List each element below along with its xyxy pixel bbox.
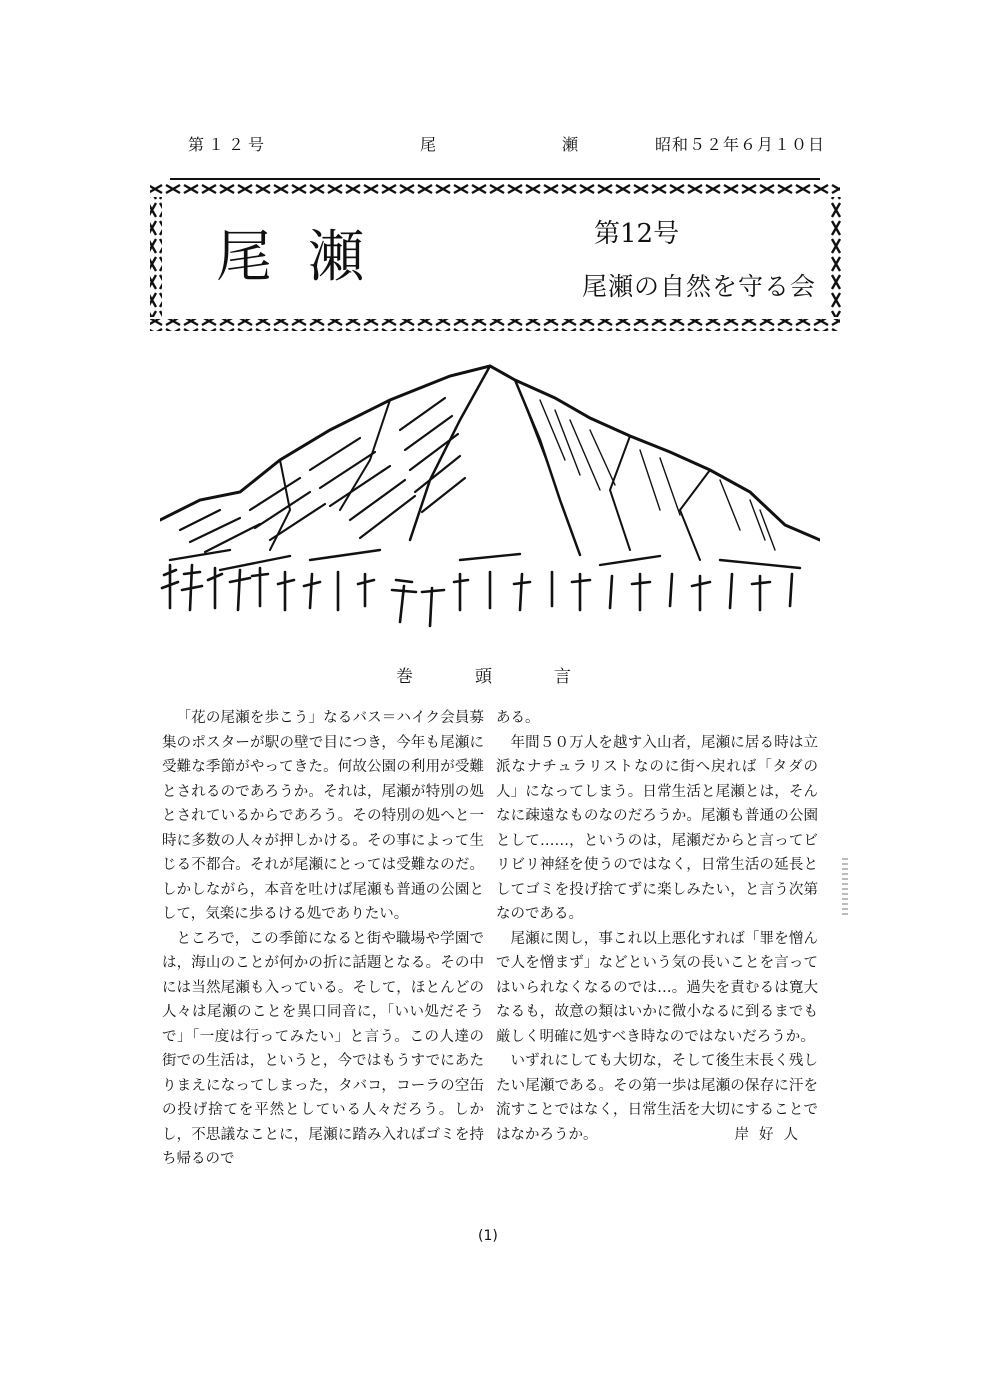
- masthead-issue: 第12号: [594, 219, 680, 249]
- paragraph-3: 年間５０万人を越す入山者，尾瀬に居る時は立派なナチュラリストなのに街へ戻れば「タダの人」になってしまう。日常生活と尾瀬とは，そんなに疎遠なものなのだろうか。尾瀬も普通の公園として……，というのは，尾瀬だからと言ってビリビリ神経を使うのではなく，日常生活の延長としてゴミを投げ捨てずに楽しみたい，と言う次第なのである。: [496, 734, 818, 922]
- paragraph-continuation: ある。: [496, 710, 540, 726]
- margin-mark: [842, 858, 848, 918]
- header-rule: [170, 178, 820, 180]
- running-title-char-1: 尾: [420, 135, 437, 154]
- running-title: [420, 132, 578, 155]
- paragraph-2: ところで，この季節になると街や職場や学園では，海山のことが何かの折に話題となる。その中には当然尾瀬も入っている。そして，ほとんどの人々は尾瀬のことを異口同音に，「いい処だそうで」「一度は行ってみたい」と言う。この人達の街での生活は，というと，今ではもうすでにあたりまえになってしまった，タバコ，コーラの空缶の投げ捨てを平然としている人々だろう。しかし，不思議なことに，尾瀬に踏み入ればゴミを持ち帰るので: [162, 930, 484, 1167]
- masthead-organization: 尾瀬の自然を守る会: [582, 272, 817, 301]
- page-number: (1): [478, 1228, 498, 1244]
- running-date: 昭和５２年６月１０日: [655, 135, 826, 154]
- paragraph-5: いずれにしても大切な，そして後生末長く残したい尾瀬である。その第一歩は尾瀬の保存に汗を流すことではなく，日常生活を大切にすることではなかろうか。: [496, 1053, 818, 1143]
- left-column: [162, 706, 484, 1172]
- author-name: 岸好人: [734, 1126, 808, 1143]
- section-heading: 巻頭言: [396, 667, 633, 687]
- mountain-illustration: [160, 360, 820, 630]
- right-column: [496, 706, 818, 1147]
- running-title-char-2: 瀬: [562, 135, 579, 154]
- running-issue-number: 第１２号: [188, 135, 269, 154]
- paragraph-4: 尾瀬に関し，事これ以上悪化すれば「罪を憎んで人を憎まず」などという気の長いことを言ってはいられなくなるのでは…。過失を責むるは寛大なるも，故意の類はいかに微小なるに到るまでも厳しく明確に処すべき時なのではないだろうか。: [496, 930, 818, 1045]
- masthead-box: [146, 183, 846, 333]
- paragraph-1: 「花の尾瀬を歩こう」なるバス＝ハイク会員募集のポスターが駅の壁で目につき，今年も尾瀬に受難な季節がやってきた。何故公園の利用が受難とされるのであろうか。それは，尾瀬が特別の処とされているからであろう。その特別の処へと一時に多数の人々が押しかける。その事によって生じる不都合。それが尾瀬にとっては受難なのだ。しかしながら，本音を吐けば尾瀬も普通の公園として，気楽に歩るける処でありたい。: [162, 710, 484, 922]
- masthead-title: 尾瀬: [216, 225, 400, 290]
